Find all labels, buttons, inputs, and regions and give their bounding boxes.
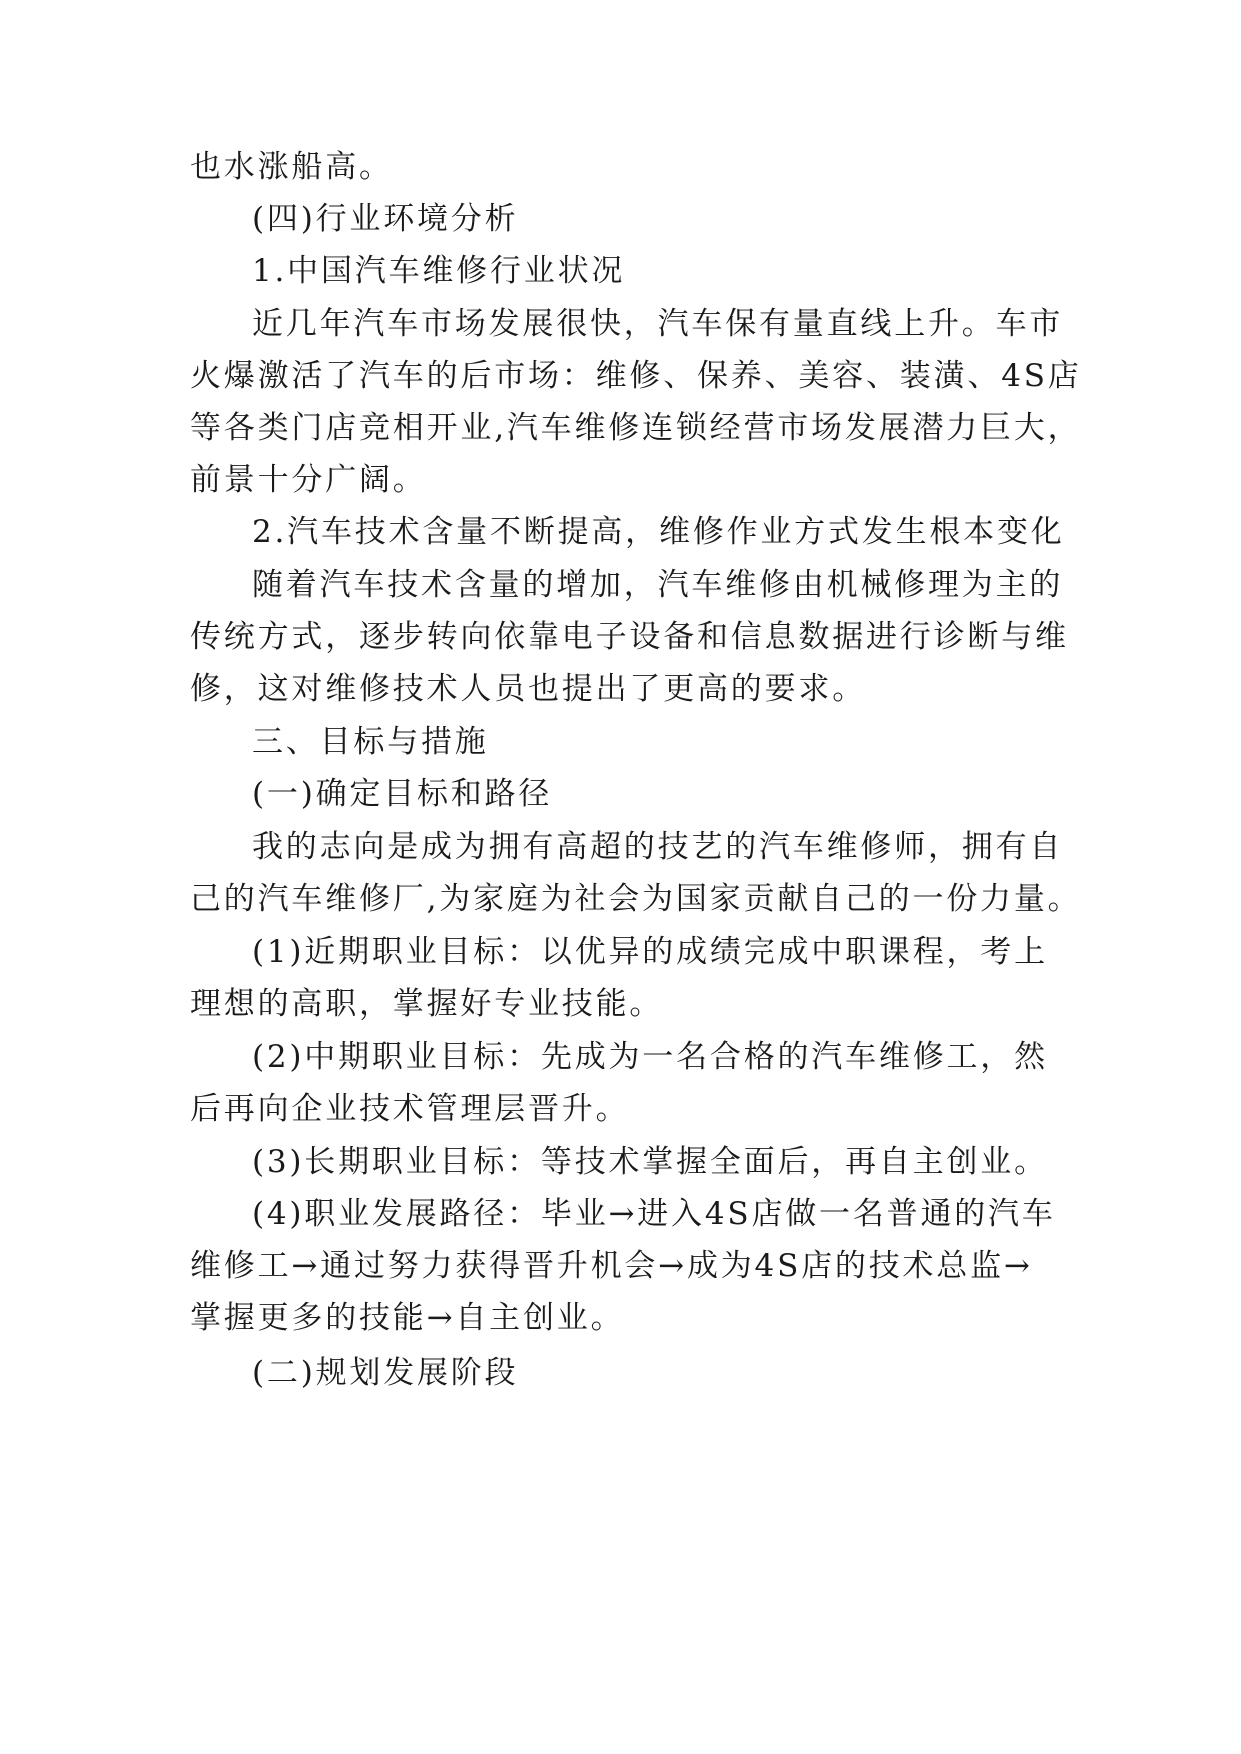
body-text-line: 也水涨船高。 [190, 149, 393, 185]
body-text-line: 己的汽车维修厂,为家庭为社会为国家贡献自己的一份力量。 [190, 881, 1082, 917]
list-item-line: (2)中期职业目标：先成为一名合格的汽车维修工，然 [252, 1039, 1048, 1075]
list-item-line: 掌握更多的技能→自主创业。 [190, 1300, 625, 1336]
list-item-line: 维修工→通过努力获得晋升机会→成为4S店的技术总监→ [190, 1248, 1033, 1284]
list-item-line: 理想的高职，掌握好专业技能。 [190, 986, 664, 1022]
section-heading: (一)确定目标和路径 [252, 776, 553, 812]
body-text-line: 我的志向是成为拥有高超的技艺的汽车维修师，拥有自 [252, 829, 1064, 865]
body-text-line: 随着汽车技术含量的增加，汽车维修由机械修理为主的 [252, 567, 1064, 603]
body-text-line: 火爆激活了汽车的后市场：维修、保养、美容、装潢、4S店 [190, 358, 1082, 394]
subsection-heading: 2.汽车技术含量不断提高，维修作业方式发生根本变化 [252, 514, 1065, 550]
section-heading: (四)行业环境分析 [252, 201, 519, 237]
body-text-line: 传统方式，逐步转向依靠电子设备和信息数据进行诊断与维 [190, 619, 1069, 655]
body-text-line: 等各类门店竞相开业,汽车维修连锁经营市场发展潜力巨大， [190, 410, 1082, 446]
subsection-heading: 1.中国汽车维修行业状况 [252, 253, 626, 289]
list-item-line: (4)职业发展路径：毕业→进入4S店做一名普通的汽车 [252, 1196, 1056, 1232]
body-text-line: 近几年汽车市场发展很快，汽车保有量直线上升。车市 [252, 306, 1064, 342]
body-text-line: 修，这对维修技术人员也提出了更高的要求。 [190, 671, 866, 707]
list-item-line: (1)近期职业目标：以优异的成绩完成中职课程，考上 [252, 934, 1048, 970]
section-heading: (二)规划发展阶段 [252, 1355, 519, 1391]
list-item-line: (3)长期职业目标：等技术掌握全面后，再自主创业。 [252, 1144, 1048, 1180]
list-item-line: 后再向企业技术管理层晋升。 [190, 1091, 630, 1127]
body-text-line: 前景十分广阔。 [190, 462, 427, 498]
chapter-heading: 三、目标与措施 [252, 724, 489, 760]
